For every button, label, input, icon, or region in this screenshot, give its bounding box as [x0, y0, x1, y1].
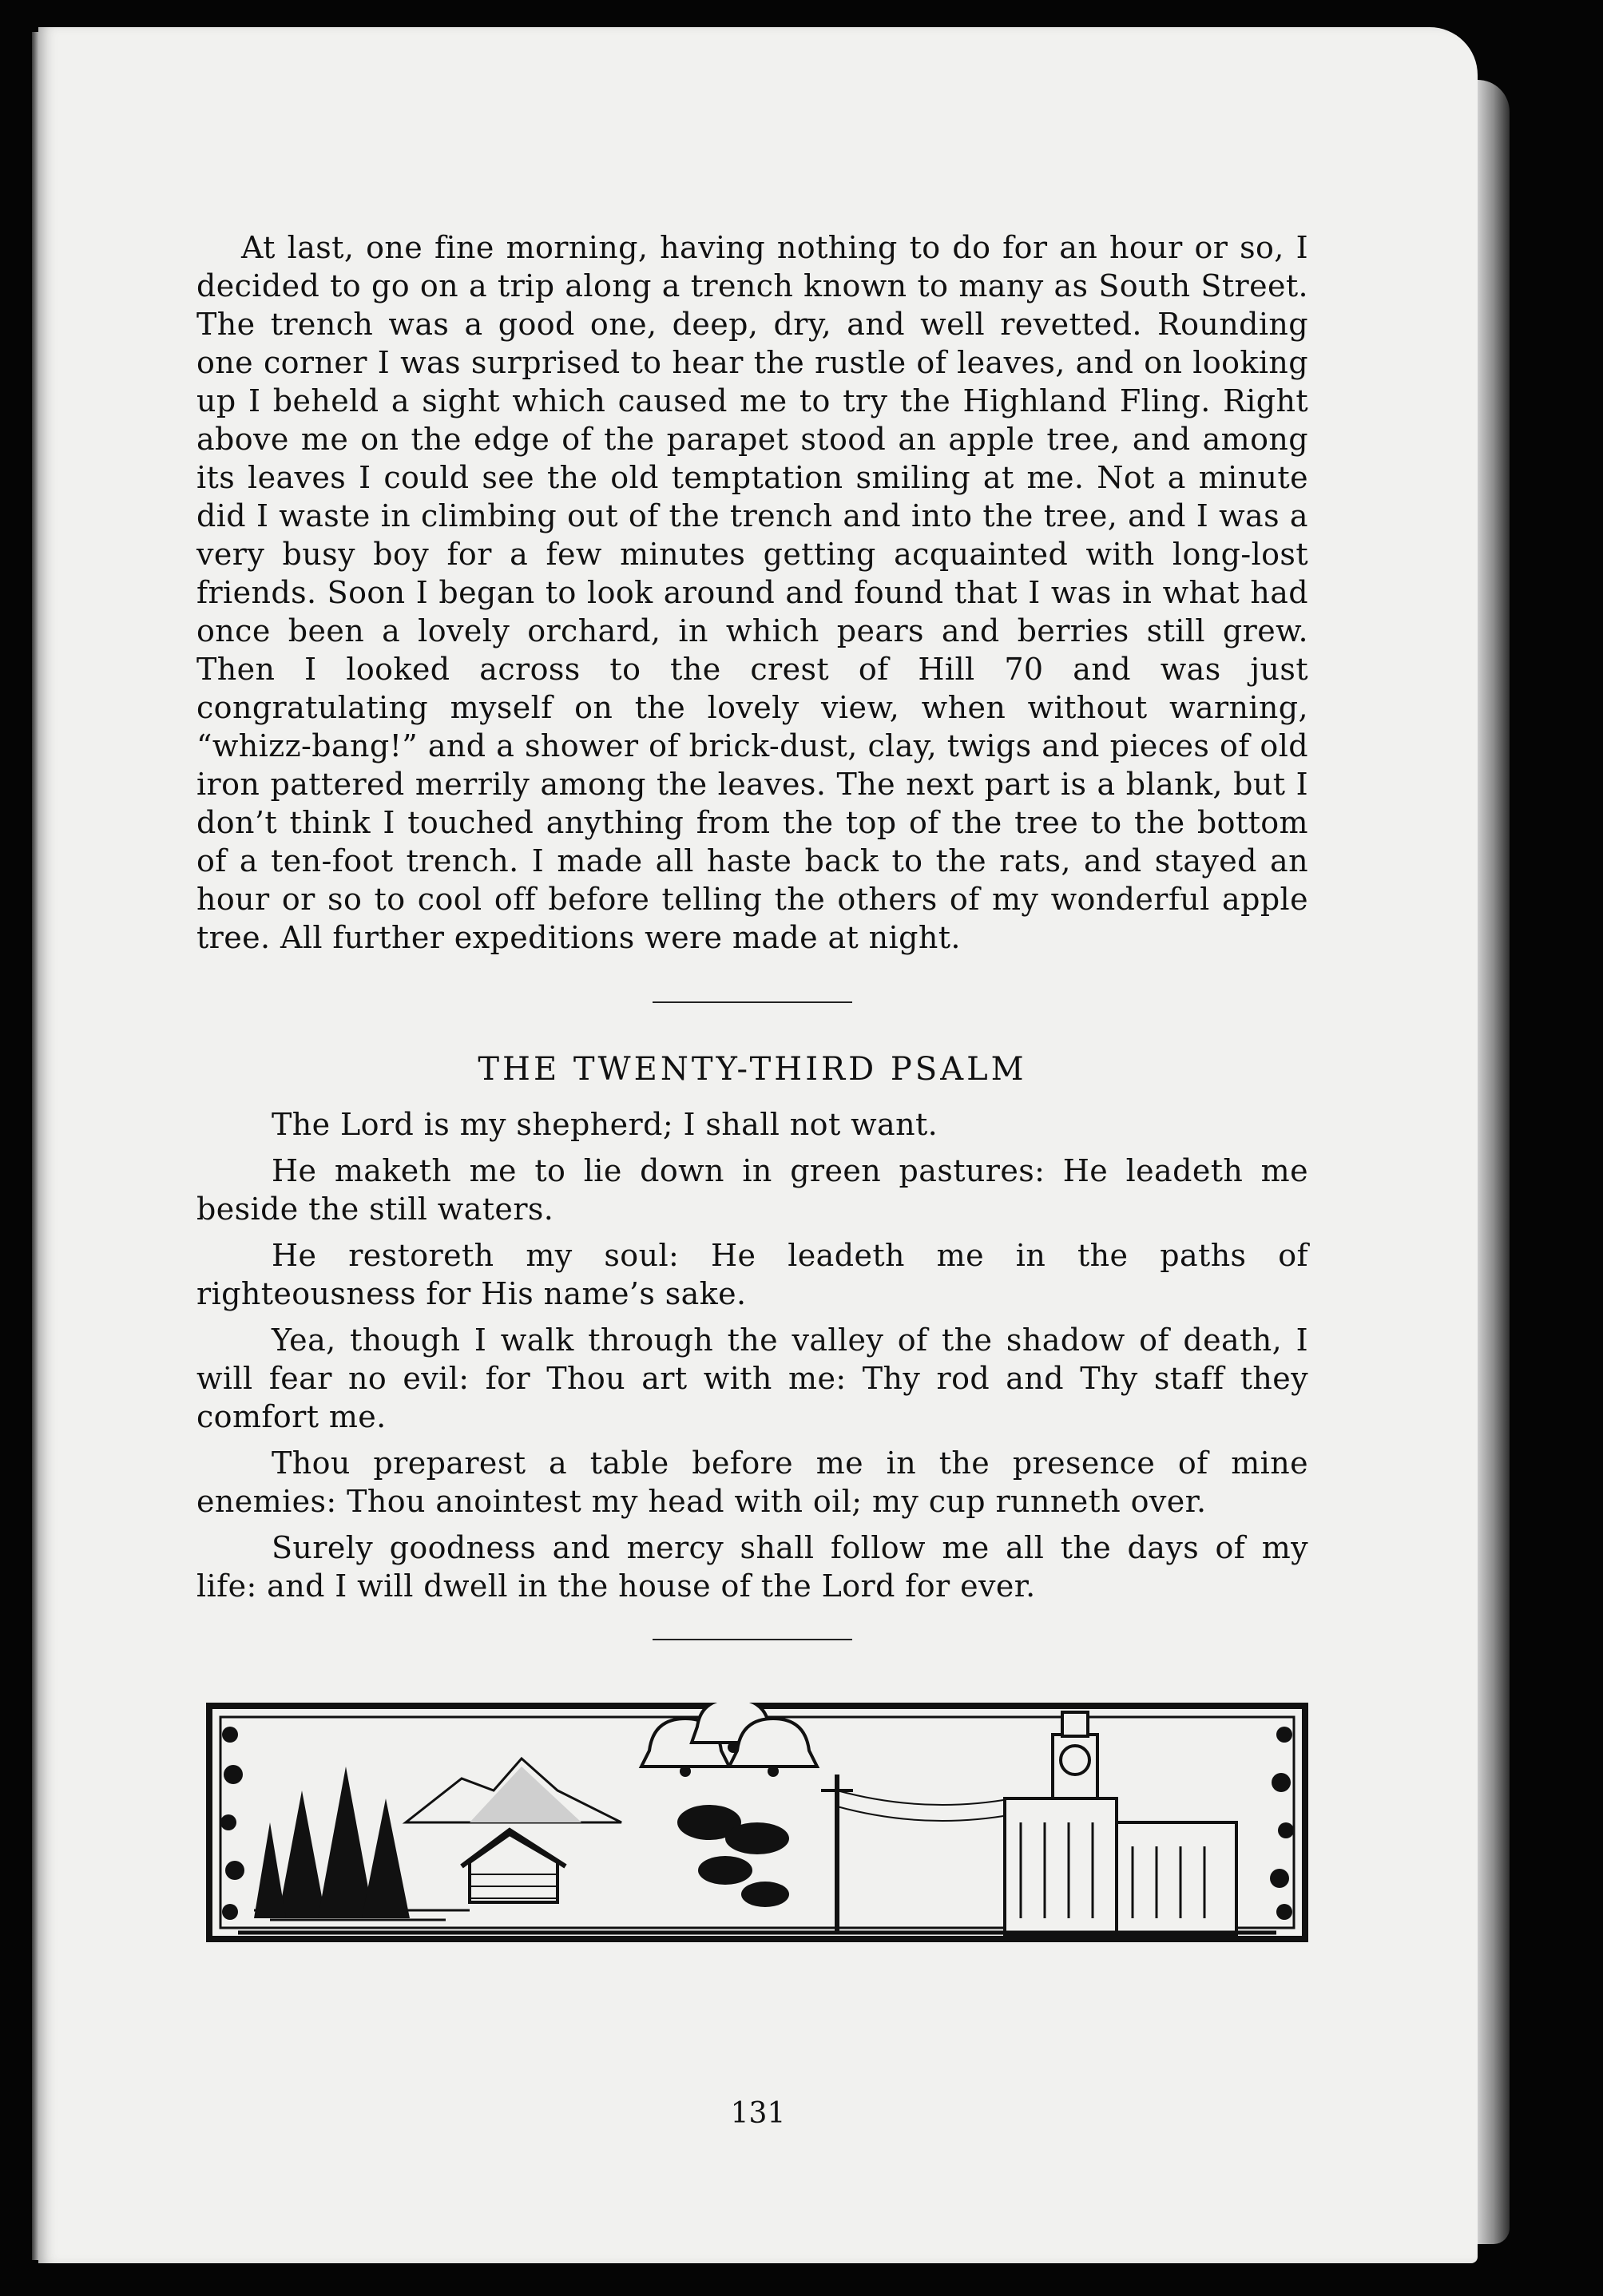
book-page [38, 27, 1478, 2263]
page-content [196, 228, 1308, 1640]
section-divider [653, 1001, 852, 1003]
psalm-verse: Thou preparest a table before me in the presence of mine enemies: Thou anointest my head with oil; my cup runneth over. [196, 1445, 1308, 1519]
psalm-verse: He maketh me to lie down in green pastures: He leadeth me beside the still waters. [196, 1153, 1308, 1227]
narrative-paragraph: At last, one fine morning, having nothing to do for an hour or so, I decided to go on a trip along a trench known to many as South Street. The trench was a good one, deep, dry, and well revetted. Rounding one corner I was surprised to hear the rustle of leaves, and on looking up I beheld a sight which caused me to try the Highland Fling. Right above me on the edge of the parapet stood an apple tree, and among its leaves I could see the old temptation smiling at me. Not a minute did I waste in climbing out of the trench and into the tree, and I was a very busy boy for a few minutes getting acquainted with long-lost friends. Soon I began to look around and found that I was in what had once been a lovely orchard, in which pears and berries still grew. Then I looked across to the crest of Hill 70 and was just congratulating myself on the lovely view, when without warning, “whizz-bang!” and a shower of brick-dust, clay, twigs and pieces of old iron pattered merrily among the leaves. The next part is a blank, but I don’t think I touched anything from the top of the tree to the bottom of a ten-foot trench. I made all haste back to the rats, and stayed an hour or so to cool off before telling the others of my wonderful apple tree. All further expeditions were made at night. [196, 230, 1308, 955]
psalm-verse: The Lord is my shepherd; I shall not want. [272, 1107, 938, 1142]
page-fore-edge [1478, 80, 1510, 2244]
psalm-verse: He restoreth my soul: He leadeth me in the paths of righteousness for His name’s sake. [196, 1238, 1308, 1311]
psalm-verses [196, 1105, 1308, 1605]
psalm-title: THE TWENTY-THIRD PSALM [478, 1051, 1027, 1088]
page-number: 131 [730, 2097, 786, 2130]
narrative-section [196, 228, 1308, 957]
psalm-verse: Surely goodness and mercy shall follow me all the days of my life: and I will dwell in the house of the Lord for ever. [196, 1530, 1308, 1604]
section-divider [653, 1639, 852, 1640]
psalm-verse: Yea, though I walk through the valley of the shadow of death, I will fear no evil: for Thou art with me: Thy rod and Thy staff they comfort me. [196, 1322, 1308, 1434]
christmas-banner-illustration-icon [206, 1703, 1308, 1942]
